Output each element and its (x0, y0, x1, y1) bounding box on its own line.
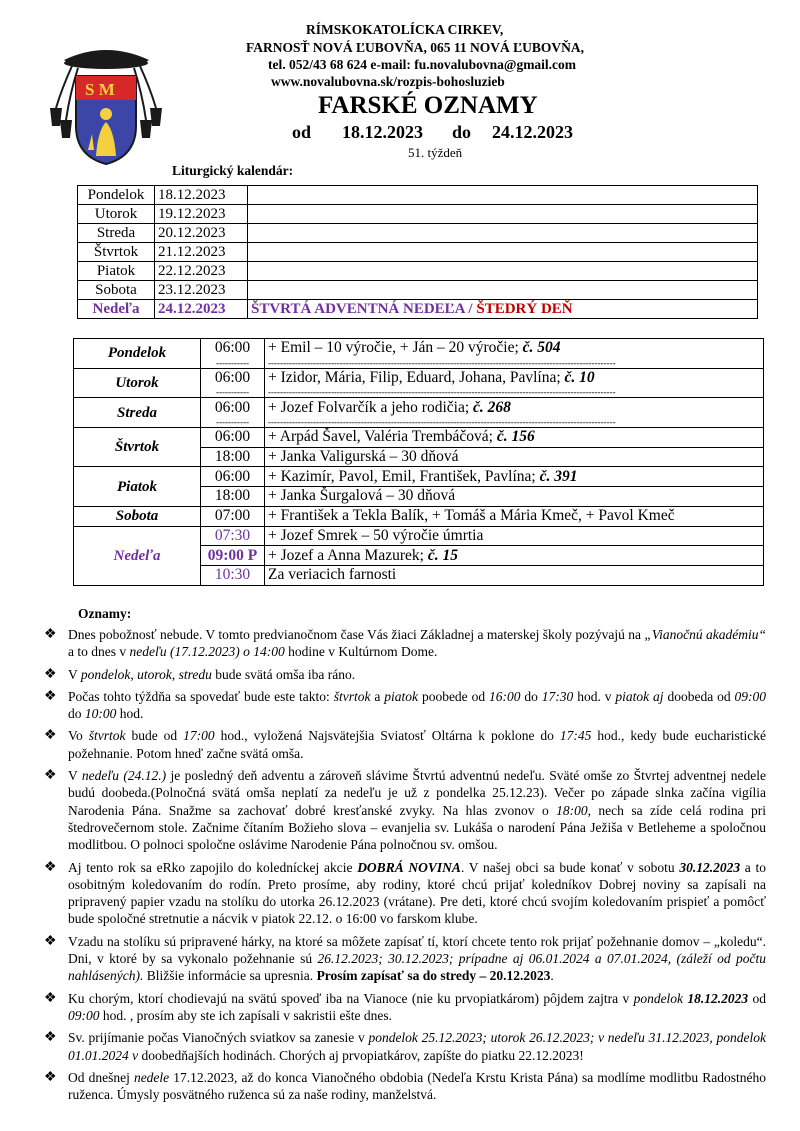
text: . V našej obci sa bude konať v sobotu (460, 859, 680, 875)
text: Sv. prijímanie počas Vianočných sviatkov sa zanesie v (68, 1030, 369, 1046)
mass-day-cell: Sobota (74, 506, 201, 526)
text: . (550, 968, 554, 984)
text: hod. , prosím aby ste ich zapísali v sakristii ešte dnes. (99, 1007, 392, 1023)
dash-separator: ----------- (201, 387, 265, 398)
text: Od dnešnej (68, 1069, 134, 1085)
table-row (74, 428, 764, 448)
mass-intention (265, 398, 764, 417)
liturgical-calendar-label: Liturgický kalendár: (172, 163, 294, 178)
day-cell: Sobota (78, 281, 155, 300)
date-range (292, 122, 573, 143)
table-row (74, 506, 764, 526)
logo-text: S M (85, 80, 115, 99)
text: V (68, 768, 82, 784)
mass-day-cell: Piatok (74, 467, 201, 506)
date-cell: 18.12.2023 (155, 186, 248, 205)
day-cell: Štvrtok (78, 243, 155, 262)
text: Bližšie informácie sa upresnia. (143, 968, 317, 984)
day-cell: Piatok (78, 262, 155, 281)
to-date: 24.12.2023 (492, 122, 573, 142)
mass-time: 06:00 (201, 467, 265, 487)
text-italic: nedeľu (17.12.2023) o 14:00 (129, 644, 285, 660)
to-label: do (452, 122, 472, 142)
text: , (171, 666, 179, 682)
diamond-bullet-icon: ❖ (44, 666, 57, 682)
text: hod., kedy bude eucharistické požehnanie. Potom hneď začne svätá omša. (68, 728, 766, 761)
text-italic: piatok (384, 688, 419, 704)
mass-day-cell: Pondelok (74, 339, 201, 369)
mass-intention: + Janka Šurgalová – 30 dňová (265, 487, 764, 507)
table-row (78, 224, 758, 243)
diamond-bullet-icon: ❖ (44, 768, 57, 784)
header-contact: tel. 052/43 68 624 e-mail: fu.novalubovna@gmail.com (268, 57, 577, 72)
date-cell: 22.12.2023 (155, 262, 248, 281)
text: poobede od (418, 688, 489, 704)
text: od (748, 990, 766, 1006)
from-date: 18.12.2023 (342, 122, 423, 142)
intention-number: č. 10 (564, 369, 595, 387)
mass-time: 06:00 (201, 428, 265, 448)
diamond-bullet-icon: ❖ (44, 688, 57, 704)
mass-intention (265, 339, 764, 358)
text: do (68, 706, 85, 722)
mass-day-cell: Nedeľa (74, 526, 201, 585)
text: , nech sa zíde celá rodina pri štedrovečernom stole. Začnime čítaním Božieho slova – evanjelia sv. Lukáša o narodení Pána Ježiša v Betleheme a spoločnou modlitbou. O polnoci spoločne oslávime Narodenie Pána polnočnou sv. omšou. (68, 802, 766, 853)
text-italic: nedeľu (24.12.) (81, 768, 167, 784)
diamond-bullet-icon: ❖ (44, 859, 57, 875)
feast-cell (248, 262, 758, 281)
mass-time: 06:00 (201, 339, 265, 358)
intention-text: + Jozef a Anna Mazurek; (268, 546, 428, 564)
mass-intention: + Janka Valigurská – 30 dňová (265, 447, 764, 467)
text: je posledný deň adventu a zároveň slávime Štvrtú adventnú nedeľu. Sväté omše zo Štvrtej adventnej nedele budú doobeda.(Polnočná svätá omša neplatí za nedeľu je už z pondelka 25.12.23). Večer po západe slnka začína vigília Narodenia Pána. Snažme sa zachovať dobré kresťanské zvyky. Na hlas zvonov o (68, 768, 767, 818)
text-bold-italic: 30.12.2023 (679, 859, 741, 875)
list-item (44, 933, 766, 985)
liturgical-calendar-table (77, 185, 758, 319)
intention-number: č. 15 (427, 546, 458, 564)
text-italic: stredu (178, 666, 212, 682)
from-label: od (292, 122, 312, 142)
text-italic: štvrtok (88, 728, 126, 744)
intention-text: + Arpád Šavel, Valéria Trembáčová; (268, 428, 497, 446)
text-italic: 09:00 (68, 1007, 100, 1023)
text-italic: 16:00 (488, 688, 521, 704)
text-italic: pondelok (80, 666, 131, 682)
mass-day-cell: Streda (74, 398, 201, 428)
text: Vo (68, 728, 89, 744)
text-bold: Prosím zapísať sa do stredy – 20.12.2023 (316, 968, 551, 984)
mass-day-cell: Utorok (74, 368, 201, 398)
text: Aj tento rok sa eRko zapojilo do koledníckej akcie (68, 859, 358, 875)
text-italic: pondelok (633, 990, 684, 1006)
day-cell: Nedeľa (78, 300, 155, 319)
dash-separator: -------------------------------------------------------------------------------------------------------------------- (265, 417, 764, 428)
text: a to dnes v (68, 644, 130, 660)
table-row (78, 243, 758, 262)
date-cell: 21.12.2023 (155, 243, 248, 262)
text-italic: 17:30 (541, 688, 574, 704)
list-item (44, 727, 766, 762)
mass-intention: + František a Tekla Balík, + Tomáš a Mária Kmeč, + Pavol Kmeč (265, 506, 764, 526)
week-number: 51. týždeň (408, 145, 463, 160)
mass-intention (265, 546, 764, 566)
date-cell: 23.12.2023 (155, 281, 248, 300)
text: V (68, 666, 81, 682)
table-row (78, 281, 758, 300)
list-item (44, 990, 766, 1025)
mass-intention: Za veriacich farnosti (265, 565, 764, 585)
list-item (44, 767, 766, 853)
table-row (78, 186, 758, 205)
text-italic: piatok aj (615, 688, 664, 704)
table-row (78, 262, 758, 281)
intention-number: č. 391 (539, 467, 578, 485)
text-italic: 26.12.2023; 30.12.2023; prípadne aj 06.01.2024 a 07.01.2024, (záleží od počtu nahlásených). (68, 951, 766, 984)
feast-cell (248, 300, 758, 319)
text: hod. (116, 706, 144, 722)
mass-time: 07:00 (201, 506, 265, 526)
text-italic: pondelok 25.12.2023; utorok 26.12.2023; v nedeľu 31.12.2023, pondelok 01.01.2024 v (68, 1030, 766, 1063)
day-cell: Pondelok (78, 186, 155, 205)
mass-intention (265, 467, 764, 487)
announcements-title: Oznamy: (78, 606, 132, 621)
text: Počas tohto týždňa sa spovedať bude este takto: (68, 688, 334, 704)
diamond-bullet-icon: ❖ (44, 933, 57, 949)
feast-cell (248, 224, 758, 243)
intention-number: č. 268 (473, 398, 511, 416)
text-italic: „Vianočnú akadémiu“ (644, 627, 766, 642)
table-row (74, 526, 764, 546)
intention-number: č. 504 (522, 339, 561, 357)
intention-text: + Kazimír, Pavol, Emil, František, Pavlína; (268, 467, 540, 485)
table-row (74, 398, 764, 417)
text: do (520, 688, 542, 704)
header-website: www.novalubovna.sk/rozpis-bohosluzieb (271, 74, 505, 89)
text: hodine v Kultúrnom Dome. (284, 644, 438, 660)
text-italic: 17:45 (559, 728, 592, 744)
list-item (44, 1029, 766, 1064)
text: bude svätá omša iba ráno. (211, 666, 356, 682)
day-cell: Streda (78, 224, 155, 243)
header-parish-address: FARNOSŤ NOVÁ ĽUBOVŇA, 065 11 NOVÁ ĽUBOVŇA, (246, 40, 585, 55)
text: a to osobitným koledovaním do rodín. Preto prosíme, aby rodiny, ktoré chcú prijať koledníkov Dobrej noviny sa zapísali na pripravený papier vzadu na stolíku do utorka 26.12.2023 (vrátane). Pre deti, ktoré chcú svojím koledovaním prispieť a pomôcť bude spoločné stretnutie a nácvik v piatok 22.12. o 16:00 vo farskom klube. (68, 859, 767, 927)
text-italic: 10:00 (84, 706, 117, 722)
text: doobedňajších hodinách. Chorých aj prvopiatkárov, zapíšte do piatku 22.12.2023! (138, 1047, 584, 1063)
mass-time: 07:30 (201, 526, 265, 546)
list-item (44, 688, 766, 723)
text: hod., vyložená Najsvätejšia Sviatosť Oltárna k poklone do (214, 728, 560, 744)
mass-time: 09:00 P (201, 546, 265, 566)
dash-separator: ----------- (201, 417, 265, 428)
table-row (74, 467, 764, 487)
date-cell: 20.12.2023 (155, 224, 248, 243)
list-item (44, 1069, 766, 1104)
intention-text: + Izidor, Mária, Filip, Eduard, Johana, Pavlína; (268, 369, 565, 387)
date-cell: 19.12.2023 (155, 205, 248, 224)
text-bold-italic: DOBRÁ NOVINA (357, 859, 461, 875)
mass-time: 06:00 (201, 398, 265, 417)
dash-separator: -------------------------------------------------------------------------------------------------------------------- (265, 387, 764, 398)
mass-time: 10:30 (201, 565, 265, 585)
diamond-bullet-icon: ❖ (44, 1069, 57, 1085)
document-title: FARSKÉ OZNAMY (318, 92, 538, 119)
text: doobeda od (663, 688, 735, 704)
dash-separator: -------------------------------------------------------------------------------------------------------------------- (265, 358, 764, 369)
text-italic: 09:00 (734, 688, 766, 704)
text: 17.12.2023, až do konca Vianočného obdobia (Nedeľa Krstu Krista Pána) sa modlíme modlitbu Radostného ruženca. Úmysly posvätného ruženca sú za naše rodiny, manželstvá. (68, 1069, 766, 1103)
diamond-bullet-icon: ❖ (44, 990, 57, 1006)
day-cell: Utorok (78, 205, 155, 224)
list-item (44, 666, 766, 683)
mass-time: 18:00 (201, 447, 265, 467)
text: Vzadu na stolíku sú pripravené hárky, na ktoré sa môžete zapísať tí, ktorí chcete tento rok prijať požehnanie domov – „koledu“. Dni, v ktoré by sa vykonalo požehnanie sú (68, 933, 766, 967)
mass-day-cell: Štvrtok (74, 428, 201, 467)
text: Dnes pobožnosť nebude. V tomto predvianočnom čase Vás žiaci Základnej a materskej školy pozývajú na (68, 627, 645, 642)
mass-time: 06:00 (201, 368, 265, 387)
text-italic: 18:00 (556, 802, 588, 818)
parish-coat-of-arms-logo (44, 38, 169, 166)
intention-text: + Jozef Folvarčík a jeho rodičia; (268, 398, 474, 416)
list-item (44, 626, 766, 661)
mass-intention: + Jozef Smrek – 50 výročie úmrtia (265, 526, 764, 546)
text-italic: 17:00 (183, 728, 215, 744)
feast-advent: ŠTVRTÁ ADVENTNÁ NEDEĽA / (251, 301, 473, 317)
feast-cell (248, 281, 758, 300)
diamond-bullet-icon: ❖ (44, 627, 57, 642)
diamond-bullet-icon: ❖ (44, 1030, 57, 1046)
text: , (130, 666, 138, 682)
mass-time: 18:00 (201, 487, 265, 507)
date-cell: 24.12.2023 (155, 300, 248, 319)
table-row (78, 300, 758, 319)
feast-cell (248, 243, 758, 262)
text-italic: štvrtok (333, 688, 371, 704)
mass-intention (265, 368, 764, 387)
mass-intention (265, 428, 764, 448)
text: hod. v (573, 688, 616, 704)
feast-cell (248, 186, 758, 205)
text: bude od (125, 728, 184, 744)
table-row (74, 339, 764, 358)
dash-separator: ----------- (201, 358, 265, 369)
feast-cell (248, 205, 758, 224)
text: Ku chorým, ktorí chodievajú na svätú spoveď iba na Vianoce (nie ku prvopiatkárom) pôjdem zajtra v (68, 990, 634, 1006)
diamond-bullet-icon: ❖ (44, 728, 57, 744)
mass-intentions-table (73, 338, 764, 586)
list-item (44, 859, 766, 928)
table-row (74, 368, 764, 387)
text-italic: nedele (133, 1069, 170, 1085)
text: a (370, 688, 385, 704)
header-organization: RÍMSKOKATOLÍCKA CIRKEV, (306, 22, 504, 37)
intention-text: + Emil – 10 výročie, + Ján – 20 výročie; (268, 339, 523, 357)
feast-christmas-eve: ŠTEDRÝ DEŇ (472, 301, 573, 317)
announcements-list (44, 626, 766, 1108)
intention-number: č. 156 (496, 428, 535, 446)
text-bold-italic: 18.12.2023 (687, 990, 749, 1006)
table-row (78, 205, 758, 224)
text-italic: utorok (137, 666, 172, 682)
